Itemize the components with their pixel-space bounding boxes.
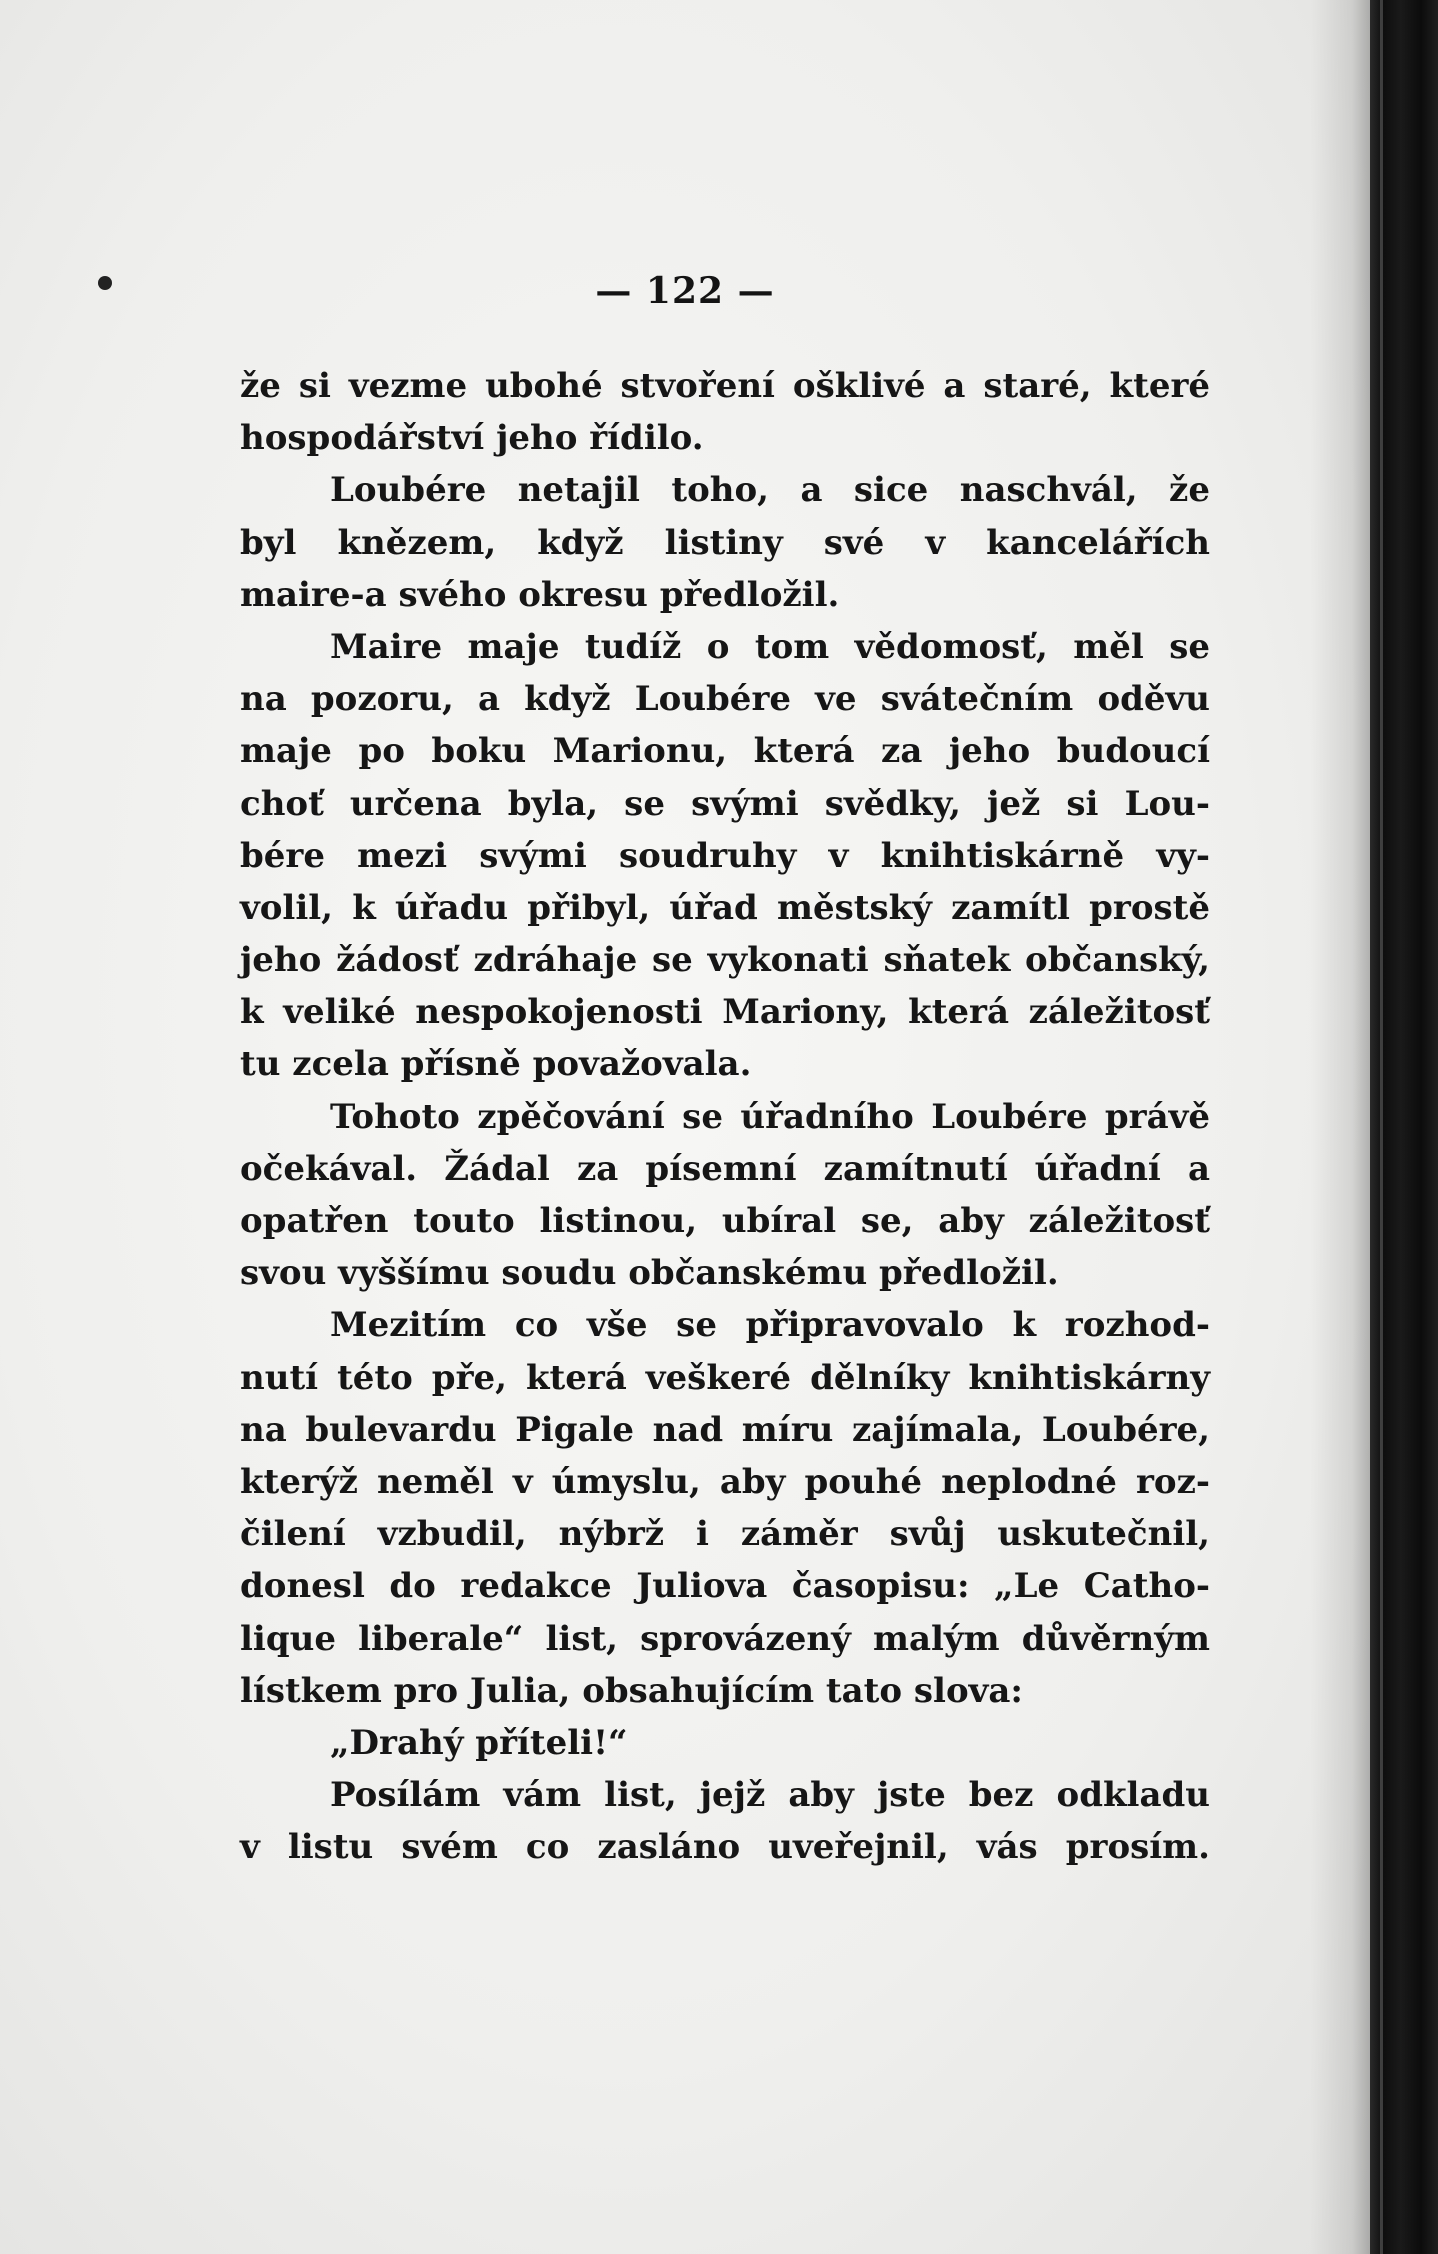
text-line: opatřen touto listinou, ubíral se, aby záležitosť [240, 1201, 1210, 1241]
text-line: k veliké nespokojenosti Mariony, která záležitosť [240, 992, 1210, 1033]
text-line: byl knězem, když listiny své v kancelářích [240, 522, 1210, 563]
text-line: kterýž neměl v úmyslu, aby pouhé neplodné roz- [240, 1461, 1210, 1502]
page-number: — 122 — [595, 270, 775, 312]
text-line: Tohoto zpěčování se úřadního Loubére právě [330, 1096, 1210, 1137]
text-line: „Drahý příteli!“ [330, 1722, 628, 1763]
page-edge-shadow [1310, 0, 1370, 2254]
text-line: Maire maje tudíž o tom vědomosť, měl se [330, 626, 1210, 667]
text-line: volil, k úřadu přibyl, úřad městský zamítl prostě [240, 887, 1210, 928]
text-line: čilení vzbudil, nýbrž i záměr svůj uskutečnil, [240, 1514, 1210, 1555]
text-line: Mezitím co vše se připravovalo k rozhod- [330, 1305, 1210, 1346]
text-line: na bulevardu Pigale nad míru zajímala, Loubére, [240, 1409, 1210, 1450]
text-line: nutí této pře, která veškeré dělníky knihtiskárny [240, 1357, 1210, 1398]
text-line: hospodářství jeho řídilo. [240, 418, 704, 459]
text-line: že si vezme ubohé stvoření ošklivé a staré, které [240, 366, 1210, 406]
text-line: choť určena byla, se svými svědky, jež si Lou- [240, 783, 1210, 824]
text-line: svou vyššímu soudu občanskému předložil. [240, 1253, 1059, 1294]
text-line: lique liberale“ list, sprovázený malým důvěrným [240, 1618, 1210, 1659]
text-line: donesl do redakce Juliova časopisu: „Le Catho- [240, 1566, 1210, 1607]
page-text [240, 360, 1210, 1873]
text-line: na pozoru, a když Loubére ve svátečním oděvu [240, 679, 1210, 720]
spine-edge [1380, 0, 1383, 2254]
text-line: lístkem pro Julia, obsahujícím tato slova: [240, 1670, 1023, 1711]
text-line: Posílám vám list, jejž aby jste bez odkladu [330, 1775, 1210, 1816]
text-line: očekával. Žádal za písemní zamítnutí úřadní a [240, 1148, 1210, 1189]
text-line: maire-a svého okresu předložil. [240, 574, 840, 615]
text-line: bére mezi svými soudruhy v knihtiskárně vy- [240, 835, 1210, 876]
text-line: jeho žádosť zdráhaje se vykonati sňatek občanský, [240, 940, 1210, 981]
text-line: Loubére netajil toho, a sice naschvál, že [330, 470, 1210, 511]
text-line: v listu svém co zasláno uveřejnil, vás prosím. [240, 1827, 1210, 1868]
text-line: maje po boku Marionu, která za jeho budoucí [240, 731, 1210, 772]
text-line: tu zcela přísně považovala. [240, 1044, 752, 1085]
